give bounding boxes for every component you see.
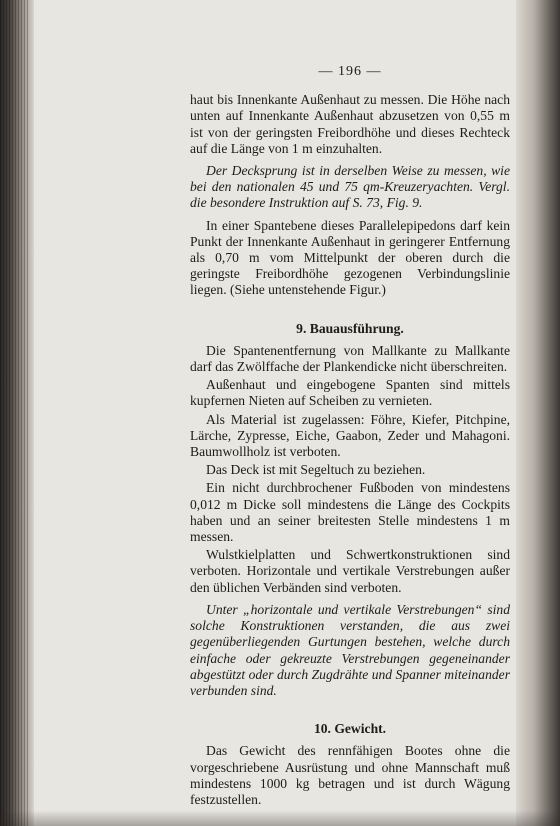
- paragraph: haut bis Innenkante Außenhaut zu messen. Die Höhe nach unten auf Innenkante Außenhaut abzusetzen von 0,55 m ist von der geringsten Freibordhöhe und dieses Rechteck auf die Länge von 1 m einzuhalten.: [190, 92, 510, 156]
- paragraph: Als Material ist zugelassen: Föhre, Kiefer, Pitchpine, Lärche, Zypresse, Eiche, Gaabon, Zeder und Mahagoni. Baumwollholz ist verboten.: [190, 411, 510, 460]
- book-binding-page-edges: [0, 0, 30, 826]
- paragraph: Außenhaut und eingebogene Spanten sind mittels kupfernen Nieten auf Scheiben zu vernieten.: [190, 377, 510, 409]
- paragraph: Wulstkielplatten und Schwertkonstruktionen sind verboten. Horizontale und vertikale Verstrebungen außer den üblichen Verbänden sind verboten.: [190, 547, 510, 595]
- italic-note: Der Decksprung ist in derselben Weise zu messen, wie bei den nationalen 45 und 75 qm-Kreuzeryachten. Vergl. die besondere Instruktion auf S. 73, Fig. 9.: [190, 163, 510, 211]
- paragraph: Das Deck ist mit Segeltuch zu beziehen.: [206, 462, 426, 478]
- paragraph: Die Spantenentfernung von Mallkante zu Mallkante darf das Zwölffache der Plankendicke nicht überschreiten.: [190, 342, 510, 375]
- page-bottom-shadow: [0, 810, 560, 826]
- section-heading: 10. Gewicht.: [313, 721, 387, 737]
- page-text-block: [190, 64, 510, 810]
- paragraph: Das Gewicht des rennfähigen Bootes ohne die vorgeschriebene Ausrüstung und ohne Mannschaft muß mindestens 1000 kg betragen und ist durch Wägung festzustellen.: [190, 743, 510, 807]
- paragraph: Ein nicht durchbrochener Fußboden von mindestens 0,012 m Dicke soll mindestens die Länge des Cockpits haben und an seiner breitesten Stelle mindestens 1 m messen.: [190, 480, 510, 545]
- page-curl-shadow: [516, 0, 560, 826]
- italic-note: Unter „horizontale und vertikale Verstrebungen“ sind solche Konstruktionen verstanden, die aus zwei gegenüberliegenden Gurtungen bestehen, welche durch einfache oder gekreuzte Verstrebungen gegeneinander abgestützt oder durch Zugdrähte und Spanner miteinander verbunden sind.: [190, 601, 510, 698]
- section-heading: 9. Bauausführung.: [296, 320, 404, 336]
- page-number: — 196 —: [318, 64, 382, 79]
- paragraph: In einer Spantebene dieses Parallelepipedons darf kein Punkt der Innenkante Außenhaut in geringerer Entfernung als 0,70 m vom Mittelpunkt der oberen durch die geringste Freibordhöhe gezogenen Verbindungslinie liegen. (Siehe untenstehende Figur.): [190, 217, 510, 298]
